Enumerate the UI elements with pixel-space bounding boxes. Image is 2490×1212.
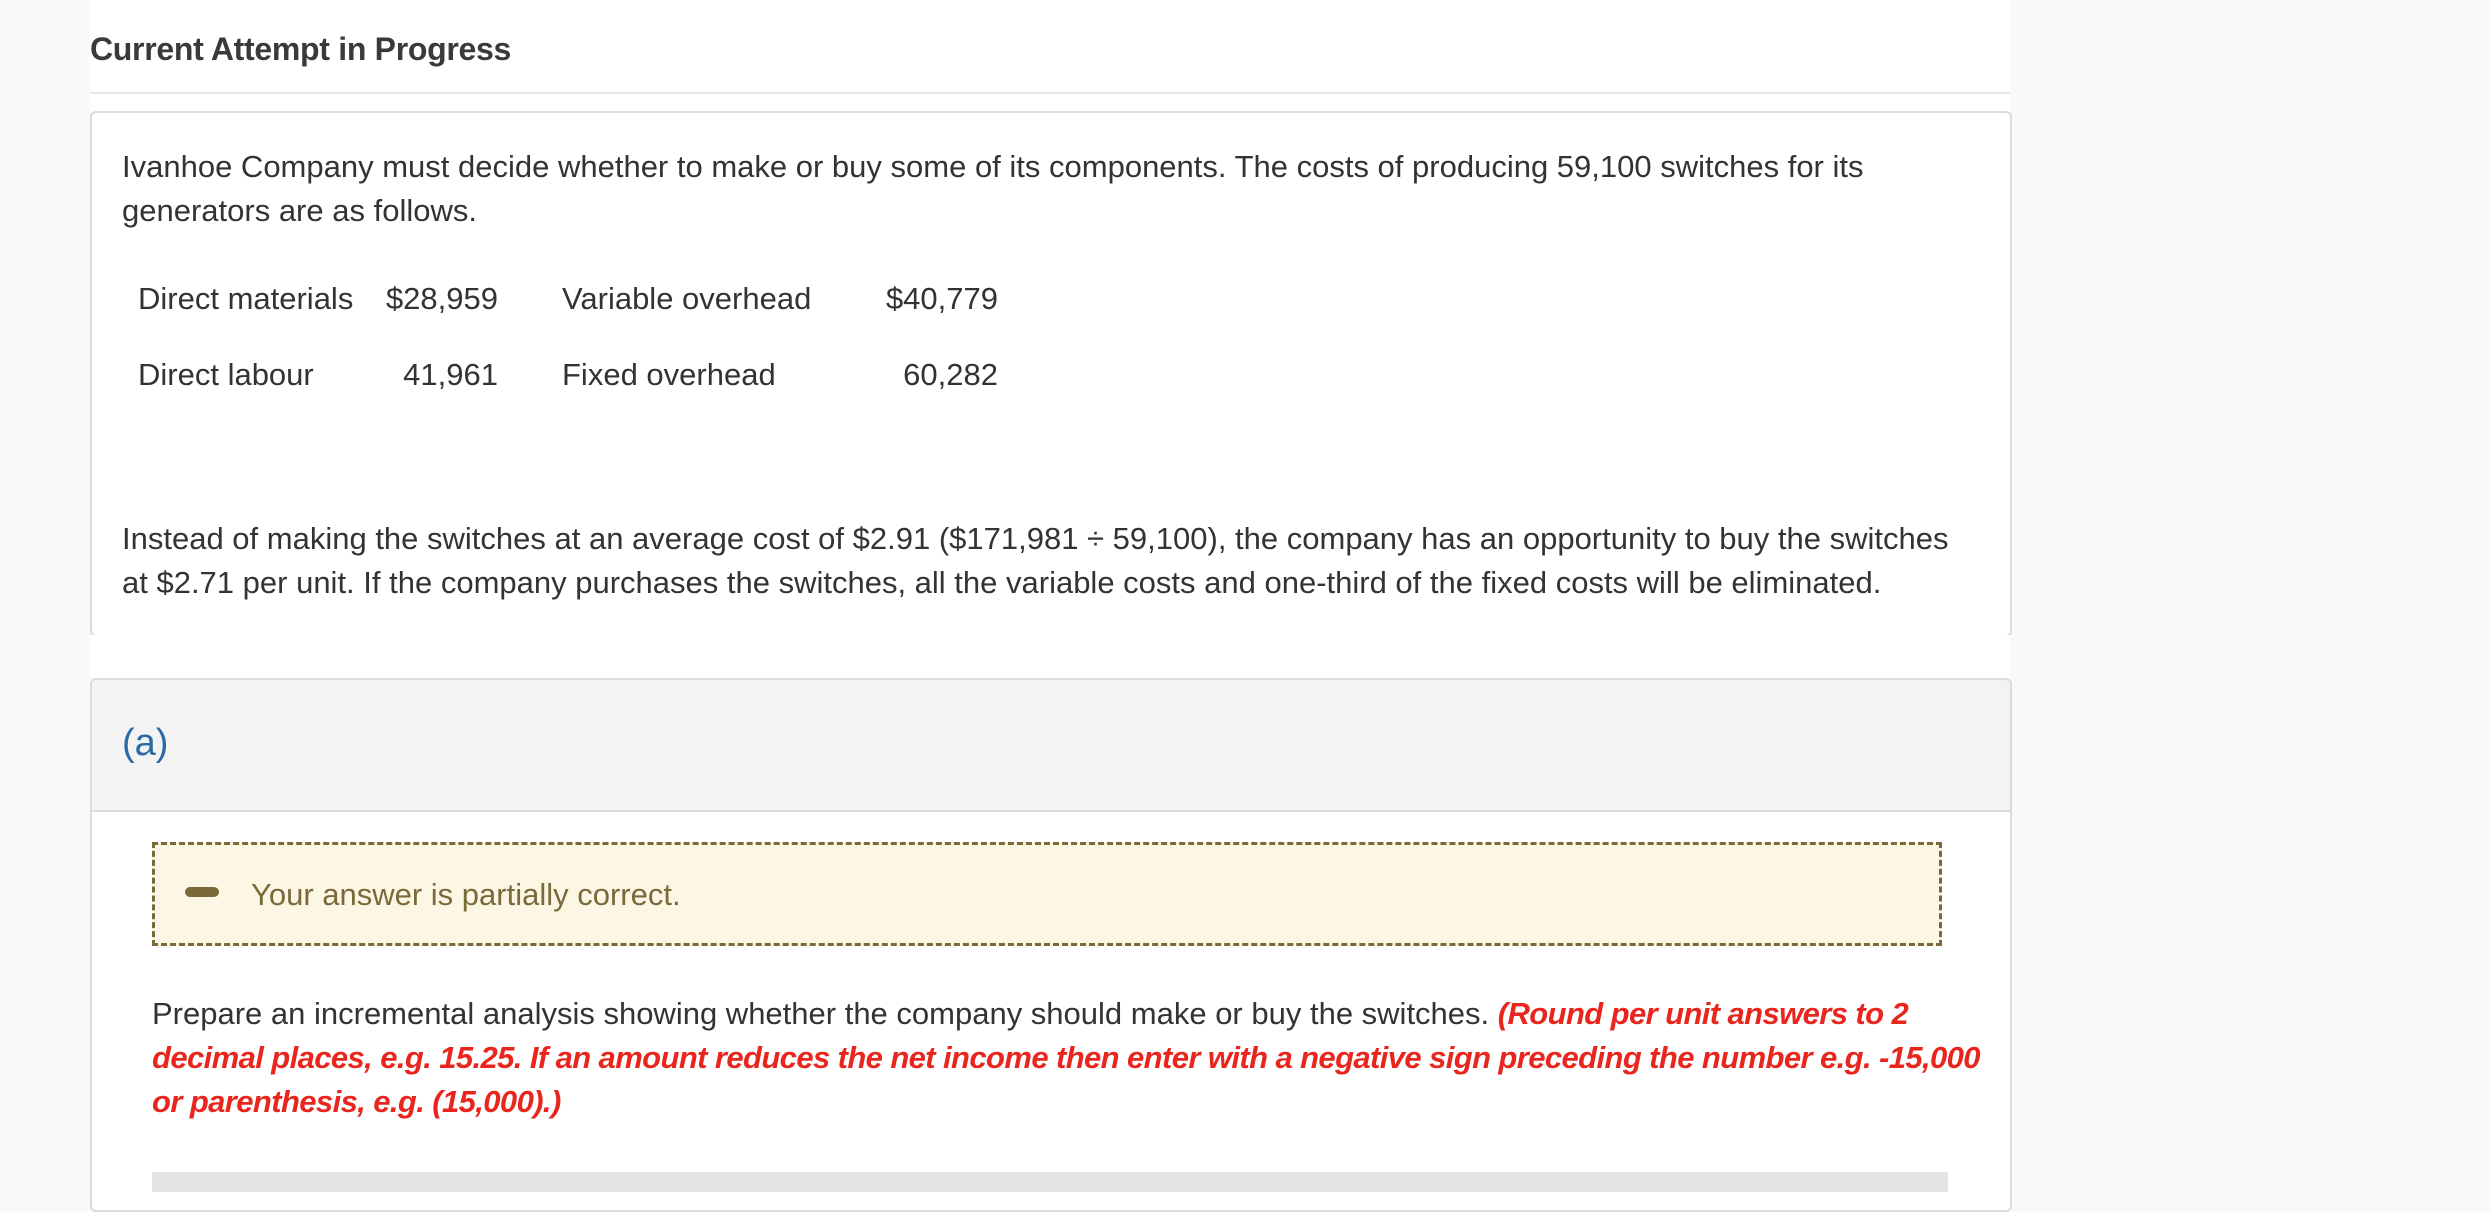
instruction-text: Prepare an incremental analysis showing whether the company should make or buy the switches. [152, 996, 1490, 1031]
question-intro: Ivanhoe Company must decide whether to make or buy some of its components. The costs of producing 59,100 switches for its generators are as follows. [122, 149, 1864, 228]
spacer [90, 635, 2010, 679]
part-a-label: (a) [122, 722, 169, 764]
instruction-note: (Round per unit answers to 2 decimal places, e.g. 15.25. If an amount reduces the net income then enter with a negative sign preceding the number e.g. -15,000 or parenthesis, e.g. (15,000).) [152, 996, 1980, 1119]
cost-label: Fixed overhead [562, 357, 776, 392]
minus-partial-icon [185, 887, 219, 897]
question-card [90, 111, 2012, 637]
cost-row [138, 281, 1138, 325]
part-a-card [90, 678, 2012, 1212]
feedback-text: Your answer is partially correct. [251, 877, 681, 912]
cost-label: Direct materials [138, 281, 354, 316]
page-header [90, 0, 2010, 94]
cost-label: Direct labour [138, 357, 314, 392]
cost-value: $28,959 [385, 281, 498, 316]
answer-table-header [152, 1172, 1948, 1192]
cost-value: 41,961 [403, 357, 498, 392]
instructions [152, 992, 1982, 1124]
question-followup: Instead of making the switches at an average cost of $2.91 ($171,981 ÷ 59,100), the company has an opportunity to buy the switches at $2.71 per unit. If the company purchases the switches, all the variable costs and one-third of the fixed costs will be eliminated. [122, 521, 1949, 600]
cost-row [138, 357, 1138, 401]
cost-label: Variable overhead [562, 281, 812, 316]
part-a-header [92, 680, 2010, 812]
page-title: Current Attempt in Progress [90, 31, 511, 67]
cost-value: 60,282 [903, 357, 998, 392]
cost-value: $40,779 [885, 281, 998, 316]
feedback-box [152, 842, 1942, 946]
spacer [90, 94, 2010, 112]
